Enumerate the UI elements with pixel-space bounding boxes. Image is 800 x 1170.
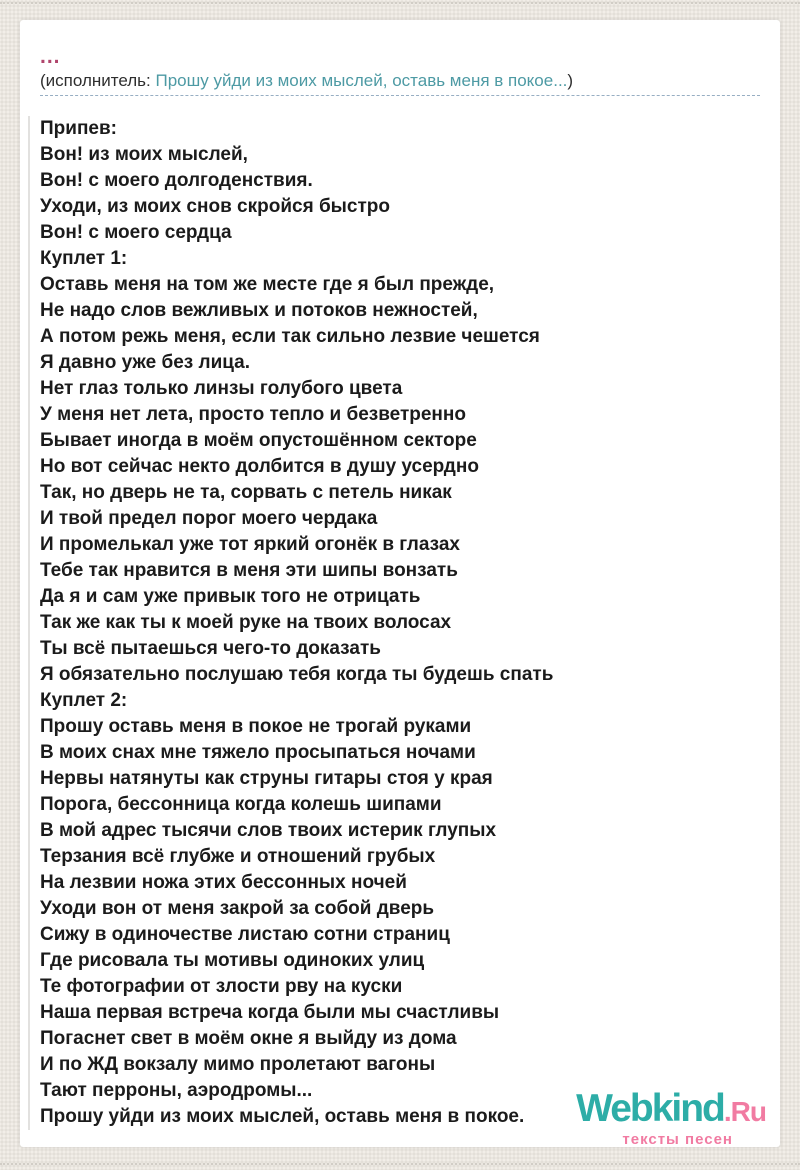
lyric-line: Уходи вон от меня закрой за собой дверь [40,898,435,919]
lyric-line: И по ЖД вокзалу мимо пролетают вагоны [40,1054,436,1075]
lyric-line: Уходи, из моих снов скройся быстро [40,196,390,217]
lyric-line: Те фотографии от злости рву на куски [40,976,403,997]
background-dotted-line-top [0,2,800,4]
lyric-line: Бывает иногда в моём опустошённом секторе [40,430,477,451]
artist-suffix: ) [567,71,574,90]
lyric-line: Тебе так нравится в меня эти шипы вонзать [40,560,458,581]
lyric-line: В моих снах мне тяжело просыпаться ночами [40,742,476,763]
lyric-line: У меня нет лета, просто тепло и безветренно [40,404,466,425]
artist-link[interactable]: Прошу уйди из моих мыслей, оставь меня в покое... [155,71,568,90]
lyric-line: Вон! из моих мыслей, [40,144,248,165]
lyric-line: Куплет 2: [40,690,128,711]
lyric-line: Припев: [40,118,117,139]
lyric-line: Вон! с моего сердца [40,222,232,243]
lyric-line: Тают перроны, аэродромы... [40,1080,313,1101]
lyric-line: Прошу оставь меня в покое не трогай руками [40,716,472,737]
lyrics-block [28,116,760,1130]
lyric-line: В мой адрес тысячи слов твоих истерик глупых [40,820,497,841]
lyric-line: Прошу уйди из моих мыслей, оставь меня в покое. [40,1106,525,1127]
lyric-line: Но вот сейчас некто долбится в душу усердно [40,456,479,477]
lyric-line: Где рисовала ты мотивы одиноких улиц [40,950,425,971]
lyric-line: Терзания всё глубже и отношений грубых [40,846,436,867]
logo-main-text: Webkind [576,1087,724,1130]
lyric-line: А потом режь меня, если так сильно лезвие чешется [40,326,540,347]
lyric-line: Я обязательно послушаю тебя когда ты будешь спать [40,664,554,685]
lyric-line: Наша первая встреча когда были мы счастливы [40,1002,500,1023]
lyric-line: Оставь меня на том же месте где я был прежде, [40,274,495,295]
lyric-line: Нет глаз только линзы голубого цвета [40,378,403,399]
lyric-line: Да я и сам уже привык того не отрицать [40,586,421,607]
lyric-line: И промелькал уже тот яркий огонёк в глазах [40,534,460,555]
lyric-line: Погаснет свет в моём окне я выйду из дома [40,1028,457,1049]
lyric-line: Куплет 1: [40,248,128,269]
lyric-line: На лезвии ножа этих бессонных ночей [40,872,407,893]
logo-row [576,1087,766,1134]
artist-line [40,72,760,96]
song-title: ... [40,45,61,68]
lyric-line: Я давно уже без лица. [40,352,251,373]
logo-suffix-text: .Ru [723,1096,766,1127]
lyric-line: Порога, бессонница когда колешь шипами [40,794,442,815]
site-logo[interactable] [576,1087,766,1148]
lyric-line: Ты всё пытаешься чего-то доказать [40,638,381,659]
content-card [20,20,780,1147]
lyric-line: Вон! с моего долгоденствия. [40,170,313,191]
lyric-line: Не надо слов вежливых и потоков нежностей, [40,300,478,321]
lyric-line: И твой предел порог моего чердака [40,508,378,529]
lyric-line: Так, но дверь не та, сорвать с петель никак [40,482,452,503]
lyric-line: Так же как ты к моей руке на твоих волосах [40,612,452,633]
lyric-line: Нервы натянуты как струны гитары стоя у края [40,768,493,789]
lyric-line: Сижу в одиночестве листаю сотни страниц [40,924,450,945]
logo-tagline: тексты песен [622,1131,733,1148]
background-dotted-line-bottom [0,1163,800,1165]
artist-prefix: (исполнитель: [40,71,156,90]
